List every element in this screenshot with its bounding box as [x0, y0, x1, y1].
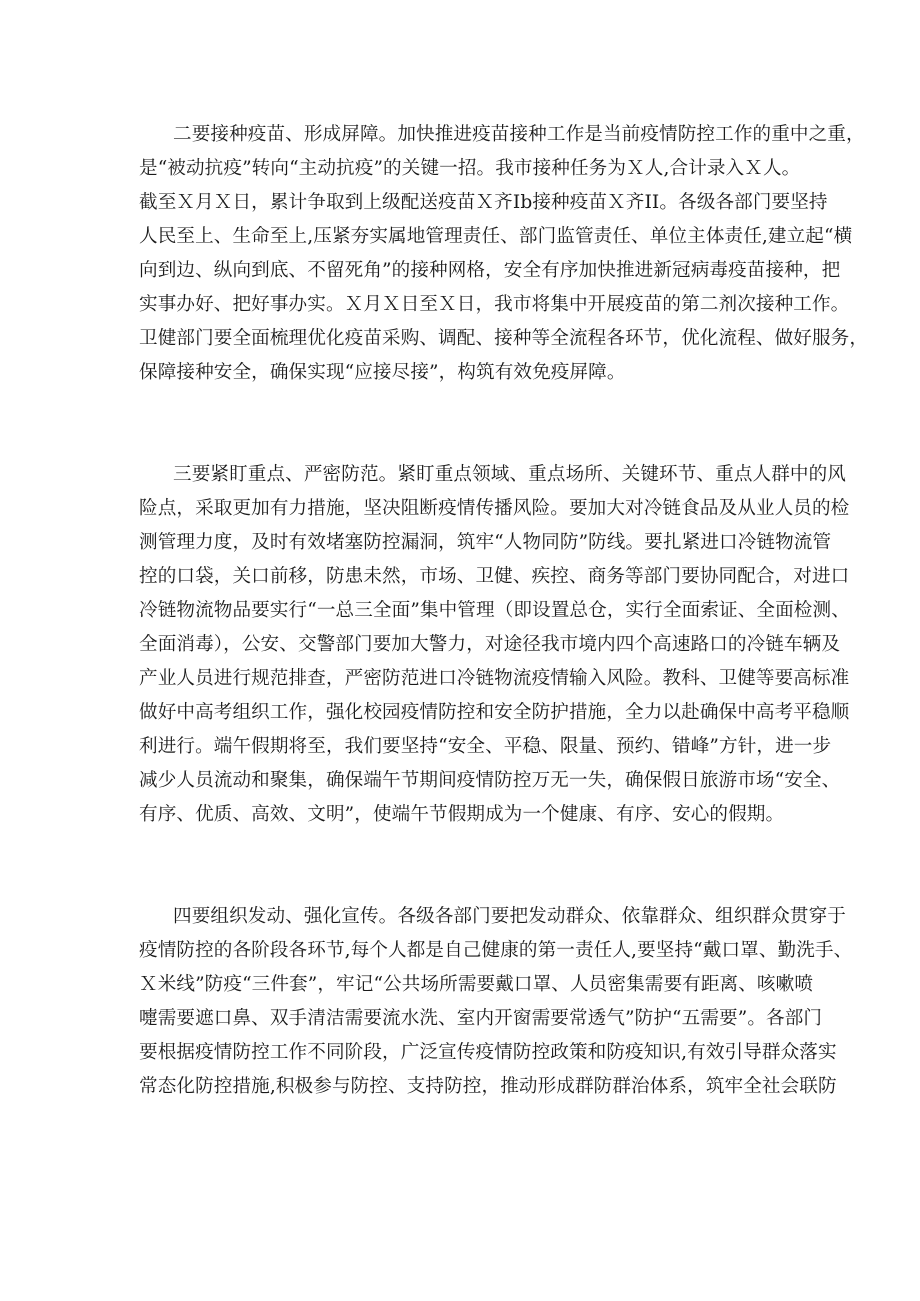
text-line: 保障接种安全，确保实现“应接尽接”，构筑有效免疫屏障。	[139, 362, 626, 383]
text-line: 二要接种疫苗、形成屏障。加快推进疫苗接种工作是当前疫情防控工作的重中之重，	[173, 124, 865, 145]
text-line: 全面消毒），公安、交警部门要加大警力，对途径我市境内四个高速路口的冷链车辆及	[139, 634, 841, 655]
text-line: 冷链物流物品要实行“一总三全面”集中管理（即设置总仓，实行全面索证、全面检测、	[139, 600, 850, 621]
text-line: 是“被动抗疫”转向“主动抗疫”的关键一招。我市接种任务为Ｘ人,合计录入Ｘ人。	[139, 158, 801, 179]
text-line: 利进行。端午假期将至，我们要坚持“安全、平稳、限量、预约、错峰”方针，进一步	[139, 736, 832, 757]
text-line: 人民至上、生命至上,压紧夯实属地管理责任、部门监管责任、单位主体责任,建立起“横	[139, 226, 853, 247]
text-line: 做好中高考组织工作，强化校园疫情防控和安全防护措施，全力以赴确保中高考平稳顺	[139, 702, 850, 723]
text-line: 减少人员流动和聚集，确保端午节期间疫情防控万无一失，确保假日旅游市场“安全、	[139, 770, 841, 791]
text-line: 测管理力度，及时有效堵塞防控漏洞，筑牢“人物同防”防线。要扎紧进口冷链物流管	[139, 532, 832, 553]
text-line: 三要紧盯重点、严密防范。紧盯重点领域、重点场所、关键环节、重点人群中的风	[173, 464, 846, 485]
text-line: Ｘ米线”防疫“三件套”，牢记“公共场所需要戴口罩、人员密集需要有距离、咳嗽喷	[139, 974, 814, 995]
text-line: 有序、优质、高效、文明”，使端午节假期成为一个健康、有序、安心的假期。	[139, 804, 785, 825]
text-line: 控的口袋，关口前移，防患未然，市场、卫健、疾控、商务等部门要协同配合，对进口	[139, 566, 850, 587]
paragraph-vaccination	[139, 118, 869, 390]
paragraph-key-prevention	[139, 458, 850, 832]
text-line: 常态化防控措施,积极参与防控、支持防控，推动形成群防群治体系，筑牢全社会联防	[139, 1076, 837, 1097]
text-line: 向到边、纵向到底、不留死角”的接种网格，安全有序加快推进新冠病毒疫苗接种，把	[139, 260, 841, 281]
text-line: 实事办好、把好事办实。Ｘ月Ｘ日至Ｘ日，我市将集中开展疫苗的第二剂次接种工作。	[139, 294, 850, 315]
text-line: 四要组织发动、强化宣传。各级各部门要把发动群众、依靠群众、组织群众贯穿于	[173, 906, 846, 927]
text-line: 疫情防控的各阶段各环节,每个人都是自己健康的第一责任人,要坚持“戴口罩、勤洗手、	[139, 940, 853, 961]
text-line: 要根据疫情防控工作不同阶段，广泛宣传疫情防控政策和防疫知识,有效引导群众落实	[139, 1042, 837, 1063]
paragraph-publicity	[139, 900, 853, 1104]
text-line: 截至Ｘ月Ｘ日，累计争取到上级配送疫苗Ｘ齐Ib接种疫苗Ｘ齐II。各级各部门要坚持	[139, 192, 828, 213]
text-line: 嚏需要遮口鼻、双手清洁需要流水洗、室内开窗需要常透气”防护“五需要”。各部门	[139, 1008, 823, 1029]
text-line: 卫健部门要全面梳理优化疫苗采购、调配、接种等全流程各环节，优化流程、做好服务，	[139, 328, 869, 349]
text-line: 险点，采取更加有力措施，坚决阻断疫情传播风险。要加大对冷链食品及从业人员的检	[139, 498, 850, 519]
text-line: 产业人员进行规范排查，严密防范进口冷链物流疫情输入风险。教科、卫健等要高标准	[139, 668, 850, 689]
